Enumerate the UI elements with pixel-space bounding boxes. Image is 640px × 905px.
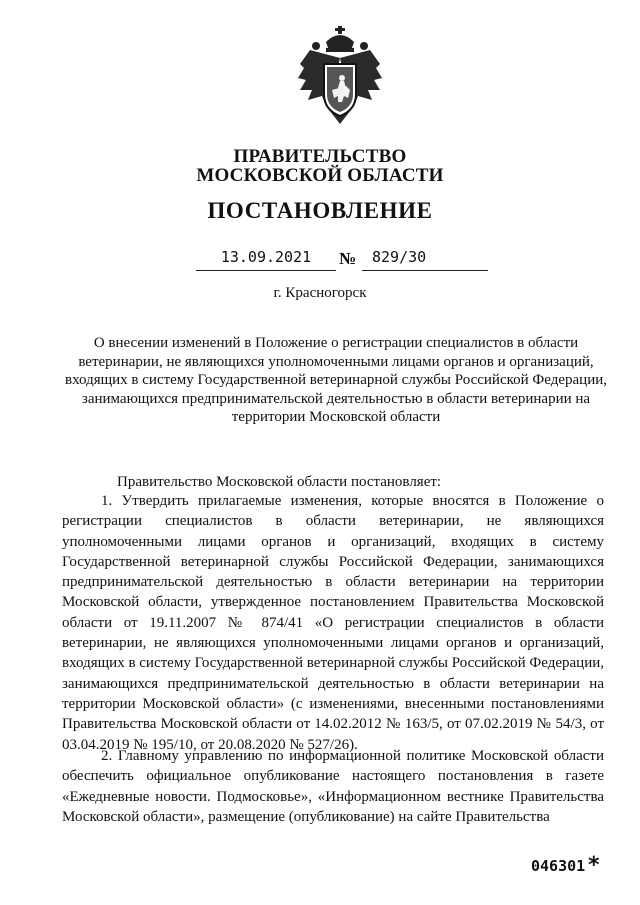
paragraph-2: 2. Главному управлению по информационной политике Московской области обеспечить официальное опубликование настоящего постановления в газете «Ежедневные новости. Подмосковье», «Информационном вестнике Правительства Московской области», размещение (опубликование) на сайте Правительства: [62, 748, 604, 825]
number-sign: №: [339, 249, 357, 268]
org-title-line2: МОСКОВСКОЙ ОБЛАСТИ: [196, 165, 444, 186]
coat-of-arms-icon: [296, 24, 384, 136]
date-underline: [196, 270, 336, 271]
asterisk-mark: *: [588, 853, 600, 878]
paragraph-1: 1. Утвердить прилагаемые изменения, которые вносятся в Положение о регистрации специалистов в области ветеринарии, не являющихся уполномоченными лицами органов и организаций, входящих в систему Государственной ветеринарной службы Российской Федерации, занимающихся предпринимательской деятельностью в области ветеринарии на территории Московской области, утвержденное постановлением Правительства Московской области от 19.11.2007 № 874/41 «О регистрации специалистов в области ветеринарии, не являющихся уполномоченными лицами органов и организаций, входящих в систему Государственной ветеринарной службы Российской Федерации, занимающихся предпринимательской деятельностью в области ветеринарии на территории Московской области» (с изменениями, внесенными постановлениями Правительства Московской области от 14.02.2012 № 163/5, от 07.02.2019 № 54/3, от 03.04.2019 № 195/10, от 20.08.2020 № 527/26).: [62, 493, 605, 753]
document-subject: О внесении изменений в Положение о регистрации специалистов в области ветеринарии, не являющихся уполномоченными лицами органов и организаций, входящих в систему Государственной ветеринарной службы Российской Федерации, занимающихся предпринимательской деятельностью в области ветеринарии на территории Московской области: [64, 335, 607, 425]
city: г. Красногорск: [273, 285, 367, 301]
date-number-line: [196, 248, 488, 272]
number-underline: [362, 270, 488, 271]
org-title-line1: ПРАВИТЕЛЬСТВО: [233, 146, 407, 167]
document-type: ПОСТАНОВЛЕНИЕ: [207, 198, 433, 223]
serial-number: 046301: [531, 857, 586, 875]
document-date: 13.09.2021: [220, 248, 312, 266]
document-number: 829/30: [372, 248, 427, 266]
intro-text: Правительство Московской области постановляет:: [117, 474, 442, 490]
intro-paragraph: [62, 472, 604, 492]
